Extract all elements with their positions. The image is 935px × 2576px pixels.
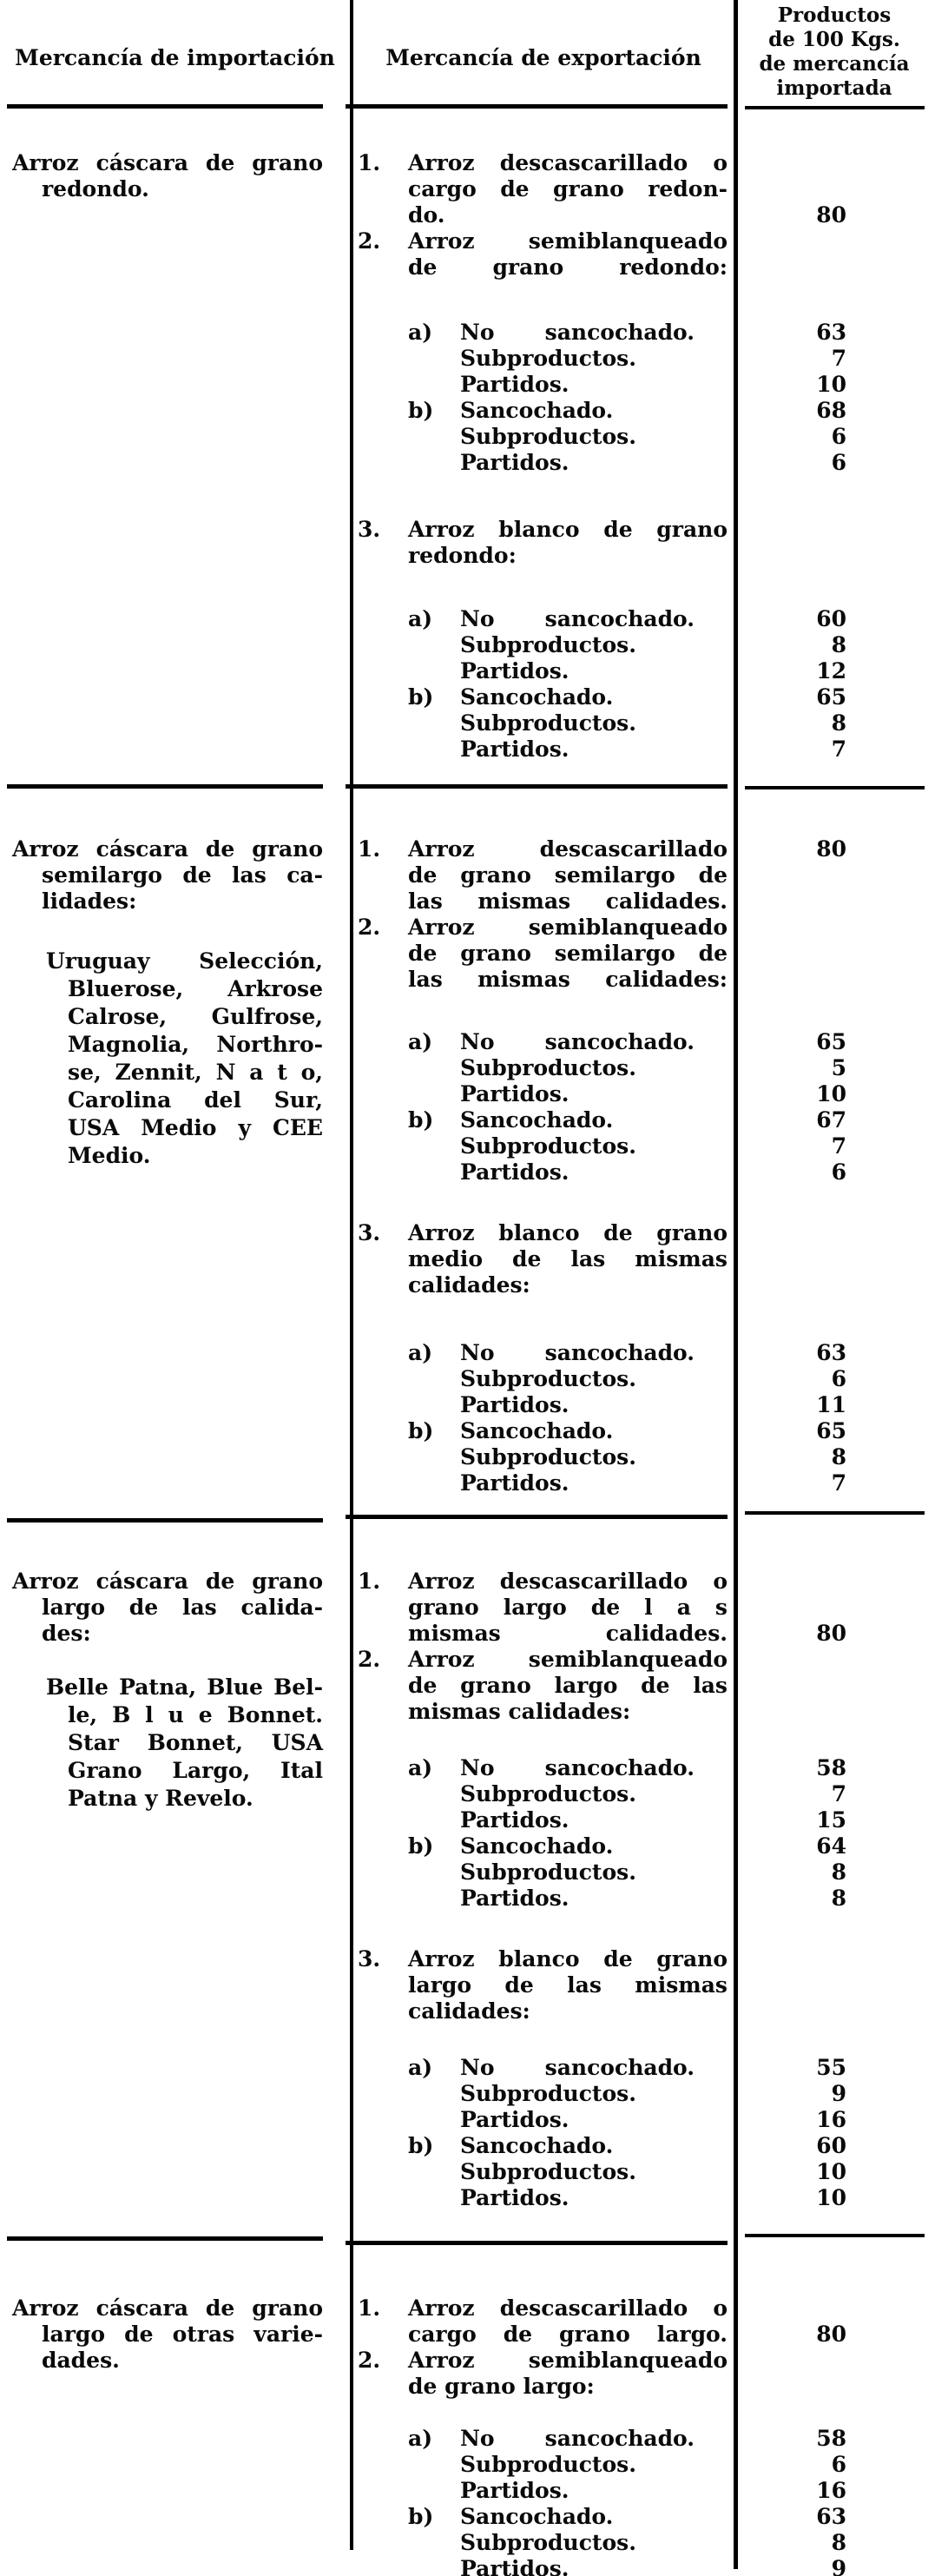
yield-value: 65 xyxy=(816,684,846,710)
export-line: Subproductos. xyxy=(460,1055,636,1080)
import-line: se, Zennit, N a t o, xyxy=(68,1060,323,1085)
export-line: Subproductos. xyxy=(460,2452,636,2477)
import-line: Arroz cáscara de grano xyxy=(12,836,323,862)
yield-value: 68 xyxy=(816,398,846,423)
import-line: Belle Patna, Blue Bel- xyxy=(46,1674,323,1700)
yield-value: 7 xyxy=(831,1133,846,1159)
export-row xyxy=(0,1859,935,1886)
export-line: cargo de grano redon- xyxy=(408,176,728,201)
item-number: 2. xyxy=(358,228,381,254)
export-line: No sancochado. xyxy=(460,2426,695,2451)
export-row xyxy=(0,2556,935,2576)
export-row xyxy=(0,2478,935,2504)
export-line: Arroz semiblanqueado xyxy=(408,228,728,254)
export-row xyxy=(0,1972,935,1998)
export-row xyxy=(0,736,935,763)
import-line: Bluerose, Arkrose xyxy=(68,976,323,1001)
import-line: Arroz cáscara de grano xyxy=(12,2295,323,2321)
export-row xyxy=(0,346,935,372)
yield-value: 6 xyxy=(831,1159,846,1185)
export-row xyxy=(0,1340,935,1366)
sub-item-letter: b) xyxy=(408,1107,434,1133)
export-line: Partidos. xyxy=(460,2478,570,2503)
export-row xyxy=(0,2374,935,2400)
export-row xyxy=(0,941,935,967)
yield-value: 63 xyxy=(816,2504,846,2529)
export-row xyxy=(0,202,935,228)
export-line: cargo de grano largo. xyxy=(408,2322,728,2347)
export-line: Subproductos. xyxy=(460,2159,636,2184)
export-line: Subproductos. xyxy=(460,424,636,449)
import-line: Carolina del Sur, xyxy=(68,1087,323,1113)
yield-value: 8 xyxy=(831,1444,846,1470)
import-line: Patna y Revelo. xyxy=(68,1786,254,1811)
export-line: Subproductos. xyxy=(460,1366,636,1391)
export-line: Arroz blanco de grano xyxy=(408,1946,728,1972)
export-row xyxy=(0,1418,935,1444)
export-row xyxy=(0,1946,935,1972)
sub-item-letter: a) xyxy=(408,2055,433,2080)
export-row xyxy=(0,1081,935,1107)
export-row xyxy=(0,684,935,710)
sub-item-letter: b) xyxy=(408,1833,434,1859)
import-line: semilargo de las ca- xyxy=(42,862,323,888)
yield-value: 9 xyxy=(831,2081,846,2106)
yield-value: 16 xyxy=(816,2107,846,2132)
export-line: Sancochado. xyxy=(460,1418,614,1443)
export-row xyxy=(0,228,935,254)
export-line: Arroz descascarillado o xyxy=(408,150,728,175)
sub-item-letter: a) xyxy=(408,320,433,345)
export-line: Sancochado. xyxy=(460,398,614,423)
export-row xyxy=(0,1220,935,1246)
export-line: No sancochado. xyxy=(460,1029,695,1054)
export-row xyxy=(0,254,935,281)
export-line: calidades: xyxy=(408,1998,530,2024)
export-row xyxy=(0,176,935,202)
export-row xyxy=(0,1444,935,1470)
yield-value: 60 xyxy=(816,2133,846,2158)
export-line: calidades: xyxy=(408,1272,530,1298)
export-row xyxy=(0,517,935,543)
export-row xyxy=(0,862,935,888)
import-line: Arroz cáscara de grano xyxy=(12,150,323,175)
export-line: No sancochado. xyxy=(460,1340,695,1365)
yield-value: 7 xyxy=(831,736,846,762)
yield-value: 80 xyxy=(816,1621,846,1646)
export-row xyxy=(0,2107,935,2133)
export-row xyxy=(0,1107,935,1133)
item-number: 3. xyxy=(358,1220,381,1245)
export-row xyxy=(0,1392,935,1418)
yield-value: 63 xyxy=(816,1340,846,1365)
yield-value: 16 xyxy=(816,2478,846,2503)
export-line: mismas calidades: xyxy=(408,1699,631,1724)
export-row xyxy=(0,1781,935,1807)
export-line: Partidos. xyxy=(460,372,570,397)
export-line: las mismas calidades. xyxy=(408,888,728,914)
export-line: Arroz blanco de grano xyxy=(408,517,728,542)
yield-value: 7 xyxy=(831,346,846,371)
export-row xyxy=(0,1159,935,1186)
item-number: 3. xyxy=(358,517,381,542)
export-line: Partidos. xyxy=(460,1392,570,1417)
header-yield-line: Productos xyxy=(777,3,892,27)
export-line: Subproductos. xyxy=(460,346,636,371)
export-row xyxy=(0,632,935,658)
export-line: Arroz semiblanqueado xyxy=(408,2348,728,2373)
yield-value: 8 xyxy=(831,1859,846,1885)
export-line: Partidos. xyxy=(460,450,570,475)
export-row xyxy=(0,2055,935,2081)
export-line: No sancochado. xyxy=(460,606,695,631)
yield-value: 67 xyxy=(816,1107,846,1133)
export-row xyxy=(0,398,935,424)
sub-item-letter: a) xyxy=(408,1755,433,1780)
export-row xyxy=(0,658,935,684)
yield-value: 8 xyxy=(831,710,846,736)
export-line: Partidos. xyxy=(460,2107,570,2132)
export-row xyxy=(0,1807,935,1833)
item-number: 2. xyxy=(358,915,381,940)
import-line: lidades: xyxy=(42,888,137,914)
export-line: No sancochado. xyxy=(460,1755,695,1780)
import-line: Star Bonnet, USA xyxy=(68,1730,323,1755)
export-row xyxy=(0,424,935,450)
yield-value: 8 xyxy=(831,1886,846,1911)
import-line: dades. xyxy=(42,2348,120,2373)
export-line: Arroz descascarillado o xyxy=(408,1569,728,1594)
export-line: Sancochado. xyxy=(460,2133,614,2158)
export-row xyxy=(0,2426,935,2452)
export-row xyxy=(0,1055,935,1081)
export-row xyxy=(0,372,935,398)
sub-item-letter: b) xyxy=(408,398,434,423)
yield-value: 7 xyxy=(831,1781,846,1807)
export-row xyxy=(0,2295,935,2322)
yield-value: 6 xyxy=(831,1366,846,1391)
import-line: Magnolia, Northro- xyxy=(68,1032,323,1057)
export-row xyxy=(0,1569,935,1595)
export-row xyxy=(0,1366,935,1392)
header-import-column: Mercancía de importación xyxy=(15,45,335,70)
sub-item-letter: b) xyxy=(408,684,434,710)
export-row xyxy=(0,2159,935,2185)
sub-item-letter: b) xyxy=(408,2133,434,2158)
item-number: 1. xyxy=(358,836,381,862)
yield-value: 10 xyxy=(816,2185,846,2210)
yield-value: 60 xyxy=(816,606,846,631)
import-line: des: xyxy=(42,1621,91,1646)
export-row xyxy=(0,2504,935,2530)
export-line: Subproductos. xyxy=(460,1444,636,1470)
yield-value: 80 xyxy=(816,202,846,228)
export-line: Partidos. xyxy=(460,2556,570,2576)
export-row xyxy=(0,710,935,736)
export-line: Arroz semiblanqueado xyxy=(408,915,728,940)
yield-value: 58 xyxy=(816,2426,846,2451)
export-row xyxy=(0,2322,935,2348)
export-row xyxy=(0,1998,935,2024)
yield-value: 8 xyxy=(831,632,846,657)
export-row xyxy=(0,1595,935,1621)
yield-value: 7 xyxy=(831,1470,846,1496)
export-line: do. xyxy=(408,202,445,228)
export-row xyxy=(0,915,935,941)
export-row xyxy=(0,1886,935,1912)
export-row xyxy=(0,150,935,176)
yield-value: 5 xyxy=(831,1055,846,1080)
export-line: Subproductos. xyxy=(460,2081,636,2106)
import-line: largo de las calida- xyxy=(42,1595,323,1620)
export-row xyxy=(0,2348,935,2374)
yield-value: 10 xyxy=(816,2159,846,2184)
yield-value: 58 xyxy=(816,1755,846,1780)
export-line: Arroz descascarillado xyxy=(408,836,728,862)
yield-value: 65 xyxy=(816,1418,846,1443)
export-row xyxy=(0,606,935,632)
export-row xyxy=(0,1647,935,1673)
export-line: No sancochado. xyxy=(460,320,695,345)
yield-value: 80 xyxy=(816,2322,846,2347)
export-line: medio de las mismas xyxy=(408,1246,728,1271)
yield-value: 9 xyxy=(831,2556,846,2576)
export-row xyxy=(0,320,935,346)
header-yield-line: importada xyxy=(776,76,892,100)
export-line: Sancochado. xyxy=(460,1107,614,1133)
export-line: Partidos. xyxy=(460,736,570,762)
export-line: de grano largo: xyxy=(408,2374,595,2399)
export-line: Subproductos. xyxy=(460,1133,636,1159)
export-line: de grano redondo: xyxy=(408,254,728,280)
export-line: No sancochado. xyxy=(460,2055,695,2080)
import-line: redondo. xyxy=(42,176,149,201)
sub-item-letter: a) xyxy=(408,2426,433,2451)
export-row xyxy=(0,967,935,993)
export-row xyxy=(0,1621,935,1647)
export-line: grano largo de l a s xyxy=(408,1595,728,1620)
import-line: Grano Largo, Ital xyxy=(68,1758,323,1783)
export-line: Sancochado. xyxy=(460,2504,614,2529)
export-row xyxy=(0,1699,935,1725)
item-number: 1. xyxy=(358,1569,381,1594)
yield-value: 6 xyxy=(831,2452,846,2477)
export-row xyxy=(0,2133,935,2159)
export-row xyxy=(0,2452,935,2478)
yield-value: 55 xyxy=(816,2055,846,2080)
item-number: 1. xyxy=(358,150,381,175)
export-line: redondo: xyxy=(408,543,517,568)
export-line: las mismas calidades: xyxy=(408,967,728,992)
export-line: Partidos. xyxy=(460,2185,570,2210)
import-line: Arroz cáscara de grano xyxy=(12,1569,323,1594)
yield-value: 65 xyxy=(816,1029,846,1054)
yield-value: 8 xyxy=(831,2530,846,2555)
item-number: 3. xyxy=(358,1946,381,1972)
export-row xyxy=(0,888,935,915)
yield-value: 6 xyxy=(831,424,846,449)
header-export-column: Mercancía de exportación xyxy=(385,45,701,70)
export-row xyxy=(0,1755,935,1781)
yield-value: 64 xyxy=(816,1833,846,1859)
export-line: Subproductos. xyxy=(460,1781,636,1807)
export-line: Partidos. xyxy=(460,1159,570,1185)
export-line: Sancochado. xyxy=(460,684,614,710)
export-row xyxy=(0,1673,935,1699)
yield-value: 10 xyxy=(816,1081,846,1106)
export-line: Subproductos. xyxy=(460,2530,636,2555)
export-row xyxy=(0,2081,935,2107)
export-line: de grano semilargo de xyxy=(408,941,728,966)
export-row xyxy=(0,1133,935,1159)
export-line: Partidos. xyxy=(460,1886,570,1911)
import-line: Uruguay Selección, xyxy=(46,948,323,974)
import-line: largo de otras varie- xyxy=(42,2322,323,2347)
export-line: Partidos. xyxy=(460,1807,570,1833)
header-yield-line: de mercancía xyxy=(759,52,910,76)
export-row xyxy=(0,450,935,476)
import-line: Medio. xyxy=(68,1143,151,1168)
export-row xyxy=(0,1029,935,1055)
import-line: Calrose, Gulfrose, xyxy=(68,1004,323,1029)
export-row xyxy=(0,2530,935,2556)
export-line: Partidos. xyxy=(460,658,570,684)
export-row xyxy=(0,1246,935,1272)
export-row xyxy=(0,1272,935,1298)
yield-value: 63 xyxy=(816,320,846,345)
import-line: USA Medio y CEE xyxy=(68,1115,323,1140)
sub-item-letter: b) xyxy=(408,1418,434,1443)
export-line: de grano semilargo de xyxy=(408,862,728,888)
yield-value: 80 xyxy=(816,836,846,862)
export-line: Subproductos. xyxy=(460,632,636,657)
export-line: largo de las mismas xyxy=(408,1972,728,1998)
export-line: Arroz blanco de grano xyxy=(408,1220,728,1245)
yield-value: 6 xyxy=(831,450,846,475)
export-row xyxy=(0,1470,935,1496)
item-number: 1. xyxy=(358,2295,381,2321)
export-line: mismas calidades. xyxy=(408,1621,728,1646)
sub-item-letter: a) xyxy=(408,606,433,631)
yield-value: 12 xyxy=(816,658,846,684)
yield-value: 15 xyxy=(816,1807,846,1833)
export-line: Partidos. xyxy=(460,1470,570,1496)
sub-item-letter: b) xyxy=(408,2504,434,2529)
export-line: Subproductos. xyxy=(460,710,636,736)
export-row xyxy=(0,543,935,569)
sub-item-letter: a) xyxy=(408,1029,433,1054)
import-line: le, B l u e Bonnet. xyxy=(68,1702,323,1727)
export-line: Sancochado. xyxy=(460,1833,614,1859)
sub-item-letter: a) xyxy=(408,1340,433,1365)
yield-value: 10 xyxy=(816,372,846,397)
yield-value: 11 xyxy=(816,1392,846,1417)
item-number: 2. xyxy=(358,2348,381,2373)
export-line: Arroz descascarillado o xyxy=(408,2295,728,2321)
export-row xyxy=(0,1833,935,1859)
item-number: 2. xyxy=(358,1647,381,1672)
export-row xyxy=(0,2185,935,2211)
export-line: de grano largo de las xyxy=(408,1673,728,1698)
export-line: Partidos. xyxy=(460,1081,570,1106)
export-line: Arroz semiblanqueado xyxy=(408,1647,728,1672)
header-yield-line: de 100 Kgs. xyxy=(768,28,900,51)
export-line: Subproductos. xyxy=(460,1859,636,1885)
export-row xyxy=(0,836,935,862)
